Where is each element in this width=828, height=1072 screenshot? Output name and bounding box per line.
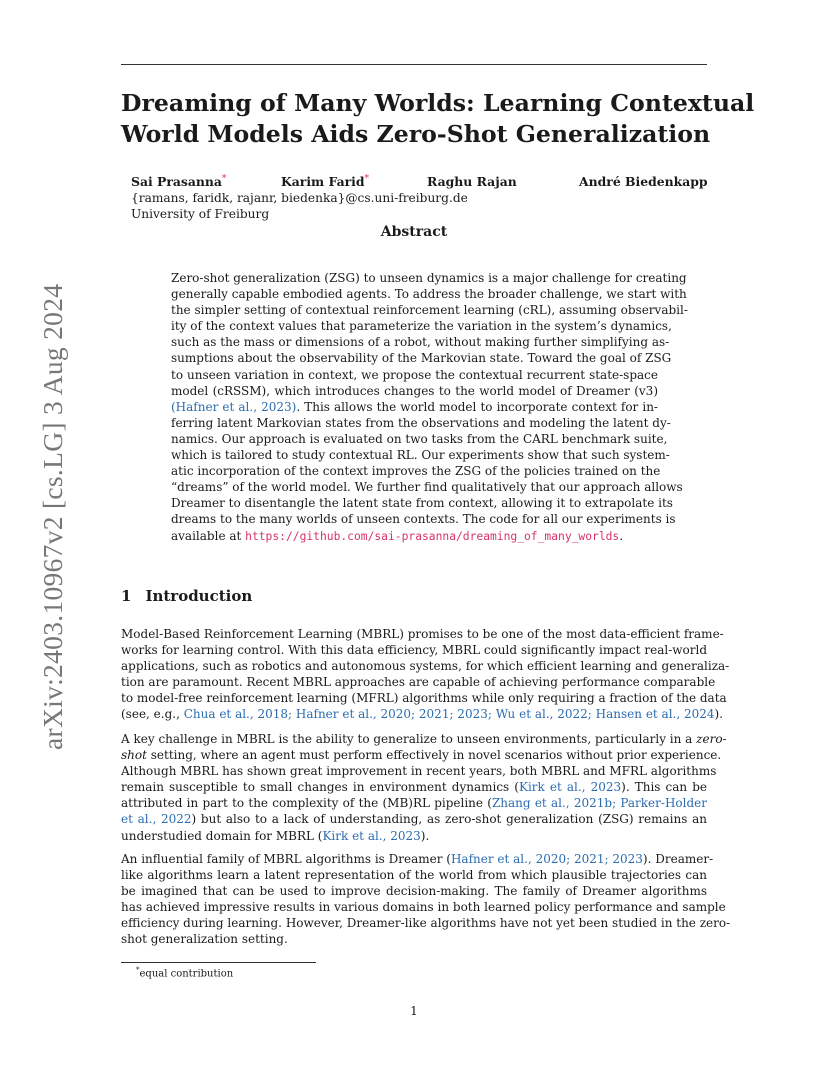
abstract-line: sumptions about the observability of the Markovian state. Toward the goal of ZSG xyxy=(171,351,672,366)
abstract-line: “dreams” of the world model. We further find qualitatively that our approach allows xyxy=(171,480,683,495)
abstract-body xyxy=(171,270,688,545)
author-4: André Biedenkapp xyxy=(579,174,708,189)
citation-link[interactable]: et al., 2022 xyxy=(121,812,192,827)
author-2: Karim Farid* xyxy=(281,174,370,190)
section-heading: 1 Introduction xyxy=(121,587,253,605)
affiliation: University of Freiburg xyxy=(131,207,270,221)
abstract-line: ferring latent Markovian states from the observations and modeling the latent dy- xyxy=(171,415,671,430)
title-line: Dreaming of Many Worlds: Learning Contextual xyxy=(121,89,755,117)
citation-link[interactable]: Kirk et al., 2023 xyxy=(518,780,622,795)
intro-paragraph-2: A key challenge in MBRL is the ability to generalize to unseen environments, particularly in a zero- shot setting, where an agent must perform effectively in novel scenarios without prior experience. Although MBRL has shown great improvement in recent years, both MBRL and MFRL algorithms remain susceptible to small changes in environment dynamics (Kirk et al., 2023). This can be attributed in part to the complexity of the (MB)RL pipeline (Zhang et al., 2021b; Parker-Holder et al., 2022) but also to a lack of understanding, as zero-shot generalization (ZSG) remains an understudied domain for MBRL (Kirk et al., 2023). xyxy=(121,732,727,843)
paper-title xyxy=(121,88,755,150)
author-1: Sai Prasanna* xyxy=(131,174,227,190)
code-url-link[interactable]: https://github.com/sai-prasanna/dreaming_of_many_worlds xyxy=(245,529,620,543)
abstract-line: which is tailored to study contextual RL. Our experiments show that such system- xyxy=(171,448,670,463)
abstract-line: the simpler setting of contextual reinforcement learning (cRL), assuming observabil- xyxy=(171,303,688,318)
abstract-line: atic incorporation of the context improves the ZSG of the policies trained on the xyxy=(171,464,661,479)
footnote: *equal contribution xyxy=(136,966,234,980)
abstract-heading: Abstract xyxy=(380,224,448,240)
abstract-line: (Hafner et al., 2023). This allows the world model to incorporate context for in- xyxy=(171,399,658,414)
abstract-line: model (cRSSM), which introduces changes to the world model of Dreamer (v3) xyxy=(171,383,658,398)
intro-paragraph-1: Model-Based Reinforcement Learning (MBRL) promises to be one of the most data-efficient frame- works for learning control. With this data efficiency, MBRL could significantly impact real-world applications, such as robotics and autonomous systems, for which efficient learning and generaliza- tion are paramount. Recent MBRL approaches are capable of achieving performance comparable to model-free reinforcement learning (MFRL) algorithms while only requiring a fraction of the data (see, e.g., Chua et al., 2018; Hafner et al., 2020; 2021; 2023; Wu et al., 2022; Hansen et al., 2024). xyxy=(121,627,730,722)
author-3: Raghu Rajan xyxy=(427,174,517,189)
abstract-line: generally capable embodied agents. To address the broader challenge, we start with xyxy=(171,287,687,302)
abstract-line: available at https://github.com/sai-prasanna/dreaming_of_many_worlds. xyxy=(171,528,624,543)
citation-link[interactable]: Chua et al., 2018; Hafner et al., 2020; 2021; 2023; Wu et al., 2022; Hansen et al., 2024 xyxy=(183,707,715,722)
abstract-line: Dreamer to disentangle the latent state from context, allowing it to extrapolate its xyxy=(171,496,673,511)
citation-link[interactable]: Kirk et al., 2023 xyxy=(322,828,421,843)
citation-link[interactable]: (Hafner et al., 2023) xyxy=(171,399,297,414)
title-line: World Models Aids Zero-Shot Generalization xyxy=(121,120,711,148)
abstract-line: such as the mass or dimensions of a robot, without making further simplifying as- xyxy=(171,335,670,350)
citation-link[interactable]: Zhang et al., 2021b; Parker-Holder xyxy=(491,796,707,811)
intro-paragraph-3: An influential family of MBRL algorithms is Dreamer (Hafner et al., 2020; 2021; 2023). Dreamer- like algorithms learn a latent representation of the world from which plausible trajectories can be imagined that can be used to improve decision-making. The family of Dreamer algorithms has achieved impressive results in various domains in both learned policy performance and sample efficiency during learning. However, Dreamer-like algorithms have not yet been studied in the zero- shot generalization setting. xyxy=(121,852,731,947)
footnote-rule xyxy=(121,962,316,963)
top-rule xyxy=(121,64,707,65)
abstract-line: Zero-shot generalization (ZSG) to unseen dynamics is a major challenge for creating xyxy=(171,271,687,285)
page-number: 1 xyxy=(410,1004,418,1018)
abstract-line: to unseen variation in context, we propose the contextual recurrent state-space xyxy=(171,367,658,382)
abstract-line: dreams to the many worlds of unseen contexts. The code for all our experiments is xyxy=(171,512,676,527)
citation-link[interactable]: Hafner et al., 2020; 2021; 2023 xyxy=(450,852,643,866)
abstract-line: ity of the context values that parameterize the variation in the system’s dynamics, xyxy=(171,319,672,334)
abstract-line: namics. Our approach is evaluated on two tasks from the CARL benchmark suite, xyxy=(171,431,668,446)
author-emails: {ramans, faridk, rajanr, biedenka}@cs.uni-freiburg.de xyxy=(131,191,468,205)
